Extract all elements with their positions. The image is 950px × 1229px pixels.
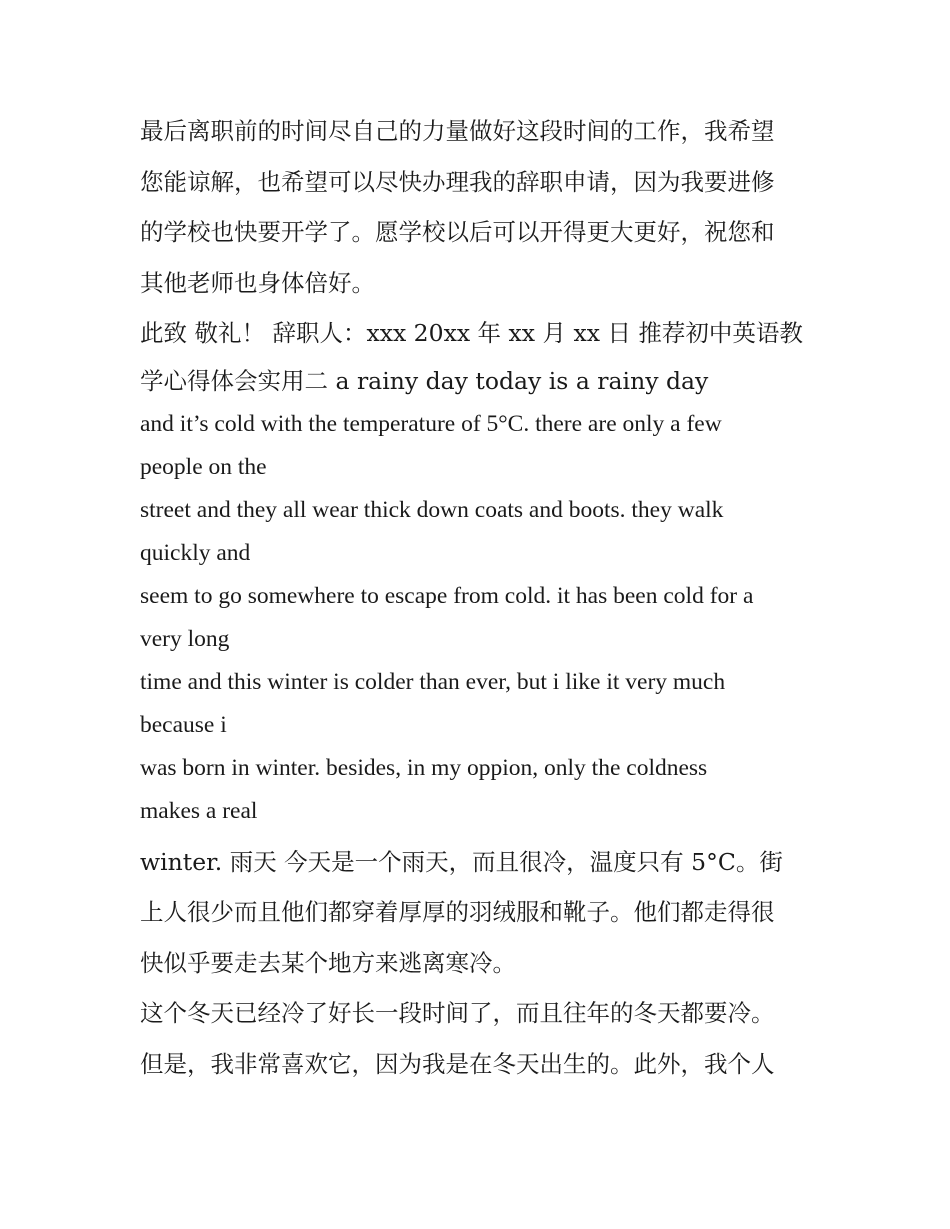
- text-line: 最后离职前的时间尽自己的力量做好这段时间的工作，我希望: [140, 117, 775, 145]
- text-line: winter. 雨天 今天是一个雨天，而且很冷，温度只有 5°C。街: [140, 847, 783, 876]
- text-line: was born in winter. besides, in my oppion, only the coldness: [140, 754, 708, 781]
- text-line: 其他老师也身体倍好。: [140, 268, 375, 297]
- text-line: street and they all wear thick down coats and boots. they walk: [140, 496, 724, 523]
- text-line: 此致 敬礼！ 辞职人：xxx 20xx 年 xx 月 xx 日 推荐初中英语教: [140, 319, 803, 347]
- text-line: quickly and: [140, 539, 251, 566]
- text-line: and it’s cold with the temperature of 5°C. there are only a few: [140, 410, 722, 437]
- text-line: 您能谅解，也希望可以尽快办理我的辞职申请，因为我要进修: [140, 167, 775, 196]
- text-line: 但是，我非常喜欢它，因为我是在冬天出生的。此外，我个人: [140, 1049, 775, 1078]
- text-line: 快似乎要走去某个地方来逃离寒冷。: [140, 948, 516, 977]
- text-line: seem to go somewhere to escape from cold. it has been cold for a: [140, 582, 754, 609]
- text-line: makes a real: [140, 797, 258, 824]
- text-line: 学心得体会实用二 a rainy day today is a rainy day: [140, 366, 709, 395]
- text-line: very long: [140, 625, 230, 652]
- text-line: 上人很少而且他们都穿着厚厚的羽绒服和靴子。他们都走得很: [140, 898, 775, 926]
- text-line: people on the: [140, 453, 267, 480]
- text-line: time and this winter is colder than ever, but i like it very much: [140, 668, 726, 695]
- text-line: 的学校也快要开学了。愿学校以后可以开得更大更好，祝您和: [140, 218, 775, 246]
- english-paragraph: [140, 403, 820, 833]
- text-line: because i: [140, 711, 227, 738]
- document-body: [140, 106, 820, 1089]
- text-line: 这个冬天已经冷了好长一段时间了，而且往年的冬天都要冷。: [140, 999, 775, 1027]
